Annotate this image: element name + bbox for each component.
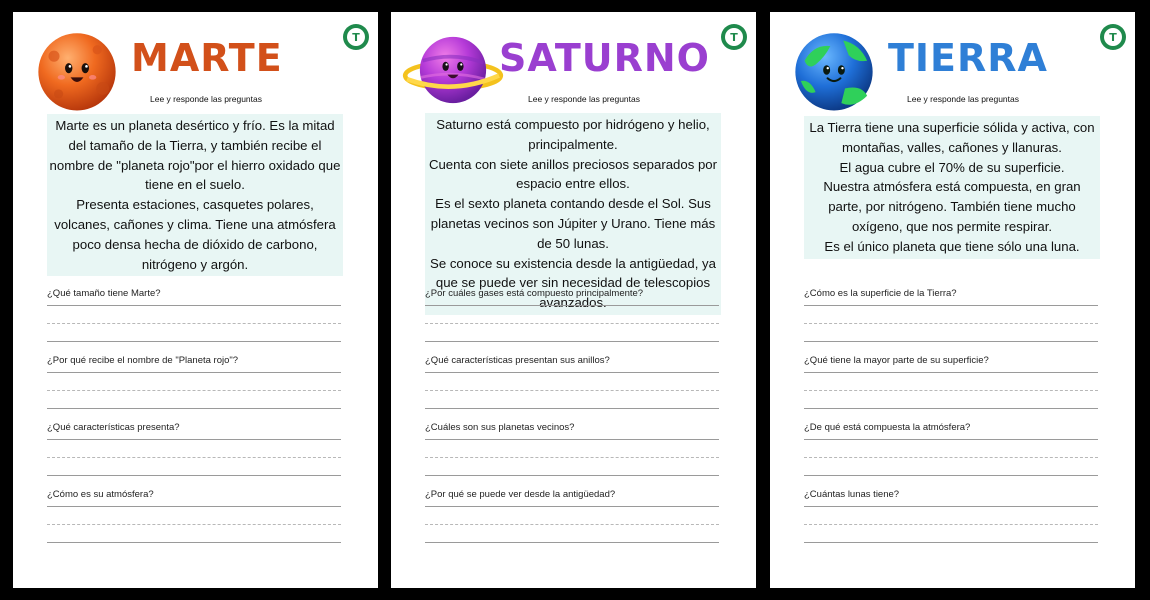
info-paragraph: Nuestra atmósfera está compuesta, en gran parte, por nitrógeno. También tiene mucho oxígeno, que nos permite respirar. [823, 179, 1081, 234]
answer-line[interactable] [47, 457, 341, 458]
worksheet-marte [13, 12, 378, 588]
info-paragraph: Saturno está compuesto por hidrógeno y helio, principalmente. [436, 117, 710, 152]
answer-line[interactable] [47, 341, 341, 342]
answer-line[interactable] [47, 408, 341, 409]
answer-line[interactable] [425, 341, 719, 342]
info-box [425, 113, 721, 315]
answer-line[interactable] [425, 457, 719, 458]
question-text: ¿De qué está compuesta la atmósfera? [804, 422, 971, 433]
answer-line[interactable] [425, 390, 719, 391]
question-item [47, 288, 341, 355]
question-text: ¿Cuántas lunas tiene? [804, 489, 900, 500]
question-text: ¿Qué tiene la mayor parte de su superficie? [804, 355, 989, 366]
instructions-text: Lee y responde las preguntas [907, 94, 1019, 104]
info-paragraph: La Tierra tiene una superficie sólida y activa, con montañas, valles, cañones y llanuras. [809, 120, 1095, 155]
question-list [425, 288, 719, 556]
question-item [425, 489, 719, 556]
question-item [425, 288, 719, 355]
info-paragraph: Presenta estaciones, casquetes polares, volcanes, cañones y clima. Tiene una atmósfera poco densa hecha de dióxido de carbono, nitrógeno y argón. [54, 197, 336, 272]
question-list [804, 288, 1098, 556]
answer-line[interactable] [47, 323, 341, 324]
question-item [47, 355, 341, 422]
info-box [804, 116, 1100, 259]
answer-line[interactable] [804, 457, 1098, 458]
answer-line[interactable] [425, 408, 719, 409]
answer-line[interactable] [425, 439, 719, 440]
info-paragraph: Marte es un planeta desértico y frío. Es la mitad del tamaño de la Tierra, y también recibe el nombre de "planeta rojo"por el hierro oxidado que tiene en el suelo. [49, 118, 341, 193]
answer-line[interactable] [425, 305, 719, 306]
earth-planet-icon [788, 24, 880, 116]
answer-line[interactable] [804, 323, 1098, 324]
question-item [804, 489, 1098, 556]
question-item [804, 355, 1098, 422]
answer-line[interactable] [47, 542, 341, 543]
planet-title: SATURNO [499, 36, 710, 80]
answer-line[interactable] [425, 524, 719, 525]
question-list [47, 288, 341, 556]
mars-planet-icon [31, 24, 123, 116]
answer-line[interactable] [804, 408, 1098, 409]
brand-logo-icon: T [343, 24, 369, 50]
answer-line[interactable] [804, 506, 1098, 507]
answer-line[interactable] [804, 439, 1098, 440]
answer-line[interactable] [425, 506, 719, 507]
question-text: ¿Cómo es su atmósfera? [47, 489, 154, 500]
instructions-text: Lee y responde las preguntas [150, 94, 262, 104]
question-text: ¿Cómo es la superficie de la Tierra? [804, 288, 957, 299]
worksheet-saturno [391, 12, 756, 588]
question-item [425, 355, 719, 422]
answer-line[interactable] [804, 305, 1098, 306]
answer-line[interactable] [804, 542, 1098, 543]
question-text: ¿Por qué recibe el nombre de "Planeta rojo"? [47, 355, 239, 366]
question-text: ¿Por cuáles gases está compuesto principalmente? [425, 288, 644, 299]
brand-logo-icon: T [1100, 24, 1126, 50]
planet-title: TIERRA [888, 36, 1048, 80]
planet-title: MARTE [131, 36, 283, 80]
info-paragraph: El agua cubre el 70% de su superficie. [839, 159, 1065, 175]
question-item [425, 422, 719, 489]
answer-line[interactable] [804, 524, 1098, 525]
answer-line[interactable] [47, 506, 341, 507]
answer-line[interactable] [425, 323, 719, 324]
info-box [47, 114, 343, 276]
answer-line[interactable] [804, 372, 1098, 373]
answer-line[interactable] [47, 439, 341, 440]
answer-line[interactable] [47, 372, 341, 373]
instructions-text: Lee y responde las preguntas [528, 94, 640, 104]
question-item [804, 288, 1098, 355]
answer-line[interactable] [425, 542, 719, 543]
info-paragraph: Se conoce su existencia desde la antigüedad, ya que se puede ver sin necesidad de telescopios avanzados. [430, 255, 716, 311]
question-item [804, 422, 1098, 489]
question-text: ¿Cuáles son sus planetas vecinos? [425, 422, 575, 433]
saturn-planet-icon [401, 24, 505, 116]
question-text: ¿Por qué se puede ver desde la antigüedad? [425, 489, 616, 500]
answer-line[interactable] [804, 390, 1098, 391]
answer-line[interactable] [425, 372, 719, 373]
answer-line[interactable] [804, 341, 1098, 342]
answer-line[interactable] [425, 475, 719, 476]
question-text: ¿Qué características presenta? [47, 422, 180, 433]
question-item [47, 489, 341, 556]
answer-line[interactable] [47, 475, 341, 476]
question-item [47, 422, 341, 489]
info-paragraph: Es el sexto planeta contando desde el Sol. Sus planetas vecinos son Júpiter y Urano. Tiene más de 50 lunas. [430, 196, 716, 251]
question-text: ¿Qué tamaño tiene Marte? [47, 288, 161, 299]
answer-line[interactable] [47, 524, 341, 525]
info-paragraph: Es el único planeta que tiene sólo una luna. [824, 238, 1080, 254]
question-text: ¿Qué características presentan sus anillos? [425, 355, 610, 366]
brand-logo-icon: T [721, 24, 747, 50]
info-paragraph: Cuenta con siete anillos preciosos separados por espacio entre ellos. [428, 156, 718, 192]
answer-line[interactable] [47, 390, 341, 391]
answer-line[interactable] [47, 305, 341, 306]
answer-line[interactable] [804, 475, 1098, 476]
worksheet-tierra [770, 12, 1135, 588]
